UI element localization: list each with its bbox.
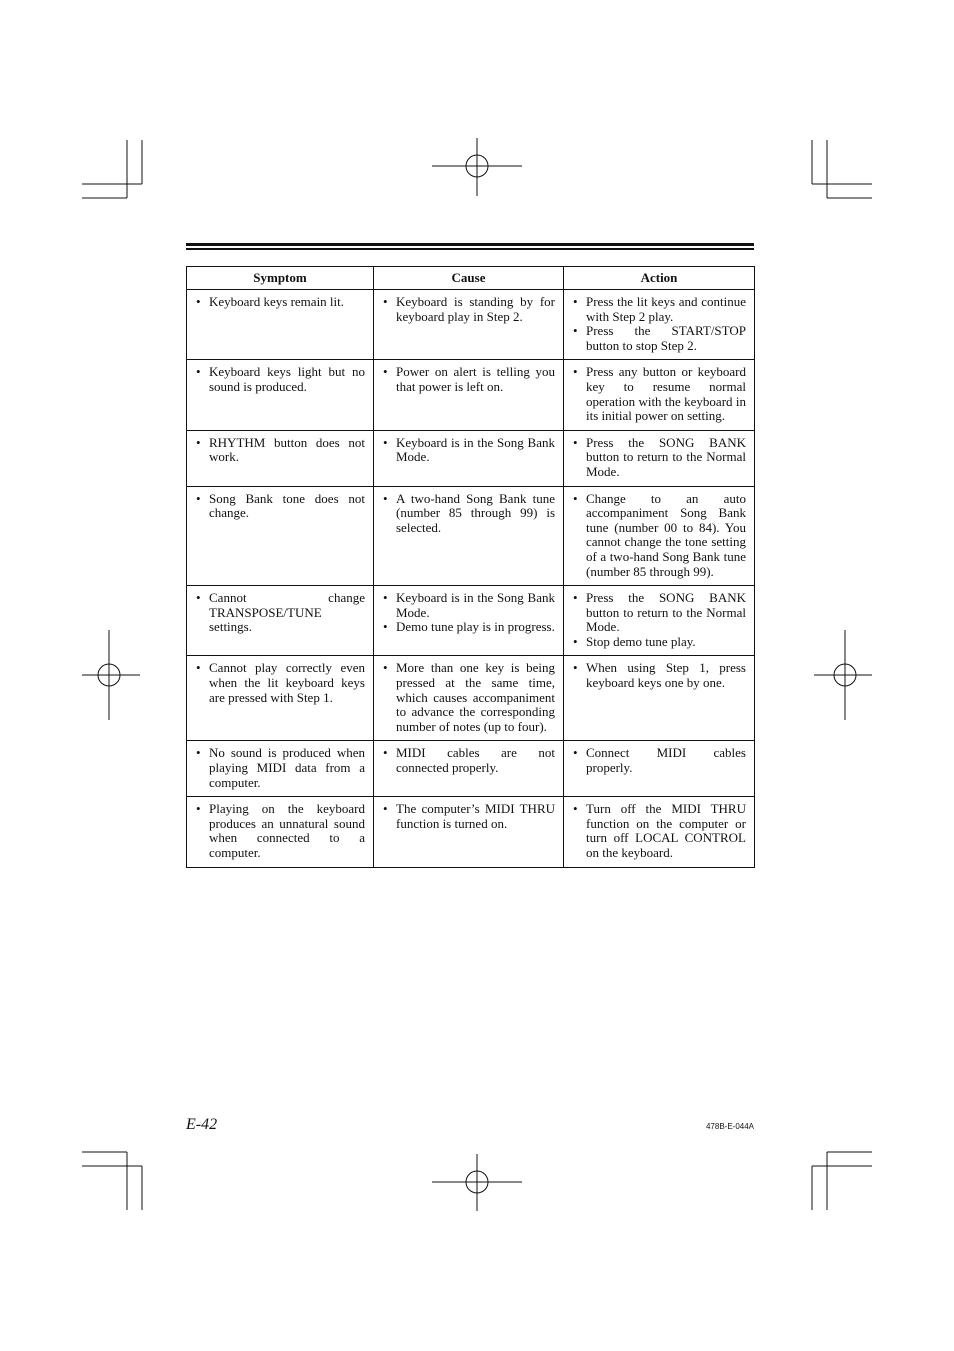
list-item: • Press the SONG BANK button to return to the Normal Mode.	[572, 436, 746, 480]
list-item: • Song Bank tone does not change.	[195, 492, 365, 521]
cause-cell	[374, 797, 564, 867]
list-item: • Connect MIDI cables properly.	[572, 746, 746, 775]
list-item: • Press the lit keys and continue with Step 2 play.	[572, 295, 746, 324]
header-rule-thin	[186, 248, 754, 250]
action-cell	[564, 797, 755, 867]
symptom-cell	[187, 741, 374, 797]
list-item: • The computer’s MIDI THRU function is turned on.	[382, 802, 555, 831]
table-row	[187, 656, 755, 741]
action-cell	[564, 486, 755, 586]
troubleshooting-table	[186, 266, 755, 868]
table-row	[187, 741, 755, 797]
list-item: • Press any button or keyboard key to resume normal operation with the keyboard in its initial power on setting.	[572, 365, 746, 423]
cause-cell	[374, 656, 564, 741]
cause-cell	[374, 741, 564, 797]
table-row	[187, 290, 755, 360]
action-cell	[564, 741, 755, 797]
list-item: • Cannot change TRANSPOSE/TUNE settings.	[195, 591, 365, 635]
symptom-cell	[187, 586, 374, 656]
header-rule-thick	[186, 243, 754, 246]
list-item: • When using Step 1, press keyboard keys one by one.	[572, 661, 746, 690]
symptom-cell	[187, 656, 374, 741]
list-item: • Turn off the MIDI THRU function on the computer or turn off LOCAL CONTROL on the keyboard.	[572, 802, 746, 860]
table-row	[187, 486, 755, 586]
table-header-row	[187, 267, 755, 290]
list-item: • Power on alert is telling you that power is left on.	[382, 365, 555, 394]
list-item: • RHYTHM button does not work.	[195, 436, 365, 465]
action-cell	[564, 656, 755, 741]
symptom-cell	[187, 430, 374, 486]
list-item: • Keyboard keys light but no sound is produced.	[195, 365, 365, 394]
cause-cell	[374, 290, 564, 360]
cause-cell	[374, 360, 564, 430]
list-item: • Press the START/STOP button to stop Step 2.	[572, 324, 746, 353]
action-cell	[564, 360, 755, 430]
list-item: • MIDI cables are not connected properly.	[382, 746, 555, 775]
action-cell	[564, 430, 755, 486]
list-item: • Keyboard is in the Song Bank Mode.	[382, 591, 555, 620]
action-cell	[564, 290, 755, 360]
cause-cell	[374, 486, 564, 586]
column-header-cause: Cause	[374, 267, 564, 290]
table-row	[187, 797, 755, 867]
list-item: • Change to an auto accompaniment Song Bank tune (number 00 to 84). You cannot change the tone setting of a two-hand Song Bank tune (number 85 through 99).	[572, 492, 746, 580]
list-item: • No sound is produced when playing MIDI data from a computer.	[195, 746, 365, 790]
list-item: • Keyboard is in the Song Bank Mode.	[382, 436, 555, 465]
list-item: • Demo tune play is in progress.	[382, 620, 555, 635]
symptom-cell	[187, 797, 374, 867]
column-header-symptom: Symptom	[187, 267, 374, 290]
page-number: E-42	[186, 1116, 218, 1133]
symptom-cell	[187, 290, 374, 360]
list-item: • Press the SONG BANK button to return to the Normal Mode.	[572, 591, 746, 635]
symptom-cell	[187, 360, 374, 430]
list-item: • Playing on the keyboard produces an unnatural sound when connected to a computer.	[195, 802, 365, 860]
table-row	[187, 360, 755, 430]
list-item: • Keyboard keys remain lit.	[195, 295, 365, 310]
cause-cell	[374, 586, 564, 656]
list-item: • Keyboard is standing by for keyboard play in Step 2.	[382, 295, 555, 324]
symptom-cell	[187, 486, 374, 586]
list-item: • Cannot play correctly even when the lit keyboard keys are pressed with Step 1.	[195, 661, 365, 705]
list-item: • More than one key is being pressed at the same time, which causes accompaniment to advance the corresponding number of notes (up to four).	[382, 661, 555, 734]
list-item: • Stop demo tune play.	[572, 635, 746, 650]
action-cell	[564, 586, 755, 656]
list-item: • A two-hand Song Bank tune (number 85 through 99) is selected.	[382, 492, 555, 536]
cause-cell	[374, 430, 564, 486]
table-row	[187, 586, 755, 656]
column-header-action: Action	[564, 267, 755, 290]
table-row	[187, 430, 755, 486]
document-code: 478B-E-044A	[705, 1122, 754, 1131]
